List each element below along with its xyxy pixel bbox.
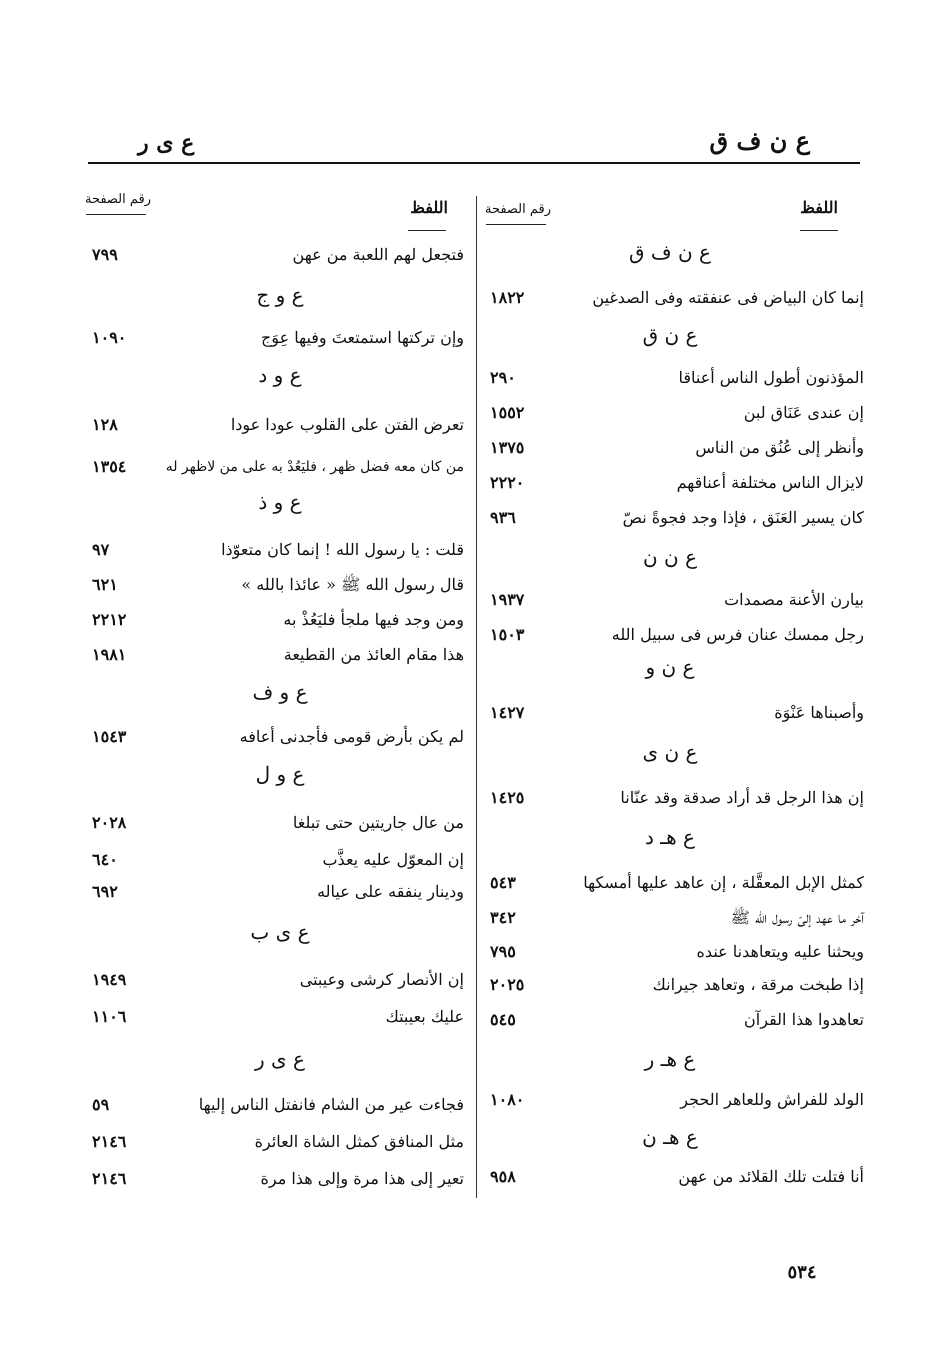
root-heading: ع هـ د	[645, 825, 695, 849]
root-heading: ع ن ق	[642, 323, 698, 347]
entry-page-number: ٥٤٣	[490, 873, 516, 892]
entry-phrase: مثل المنافق كمثل الشاة العائرة	[254, 1132, 464, 1151]
entry-page-number: ٢١٤٦	[92, 1132, 127, 1151]
index-entry	[86, 965, 464, 995]
index-entry	[86, 452, 464, 482]
entry-phrase: هذا مقام العائذ من القطيعة	[283, 645, 464, 664]
entry-phrase: ومن وجد فيها ملجأ فليَعُذْ به	[283, 610, 464, 629]
root-heading: ع ى ر	[255, 1047, 305, 1071]
entry-phrase: فتجعل لهم اللعبة من عهن	[292, 245, 464, 264]
entry-page-number: ١٩٤٩	[92, 970, 127, 989]
entry-phrase: لم يكن بأرض قومى فأجدنى أعافه	[239, 727, 464, 746]
index-entry	[486, 363, 864, 393]
root-heading: ع ى ب	[250, 920, 310, 944]
entry-page-number: ٩٧	[92, 540, 110, 559]
entry-phrase: إنما كان البياض فى عنفقته وفى الصدغين	[592, 288, 864, 307]
index-entry	[86, 1090, 464, 1120]
entry-phrase: قال رسول الله ﷺ « عائذا بالله »	[241, 575, 464, 594]
entry-page-number: ٧٩٩	[92, 245, 118, 264]
index-entry	[486, 585, 864, 615]
entry-phrase: من عال جاريتين حتى تبلغا	[292, 813, 464, 832]
entry-page-number: ٢٩٠	[490, 368, 516, 387]
entry-phrase: المؤذنون أطول الناس أعناقا	[678, 368, 864, 387]
index-entry	[86, 605, 464, 635]
right-word-header: اللفظ	[800, 198, 838, 217]
entry-page-number: ٩٥٨	[490, 1167, 516, 1186]
root-heading: ع و ج	[256, 283, 304, 307]
root-heading: ع و ل	[255, 762, 305, 786]
entry-phrase: كان يسير العَنَق ، فإذا وجد فجوةً نصّ	[622, 508, 864, 527]
root-heading: ع و ف	[252, 680, 308, 704]
index-entry	[86, 808, 464, 838]
entry-phrase: وأصبناها عَنْوَة	[774, 703, 864, 722]
column-divider	[476, 196, 477, 1198]
index-entry	[86, 570, 464, 600]
left-word-header: اللفظ	[410, 198, 448, 217]
entry-phrase: إن الأنصار كرشى وعيبتى	[299, 970, 464, 989]
entry-phrase: رجل ممسك عنان فرس فى سبيل الله	[611, 625, 864, 644]
entry-phrase: وإن تركتها استمتعتَ وفيها عِوَج	[260, 328, 464, 347]
entry-page-number: ٢١٤٦	[92, 1169, 127, 1188]
index-entry	[86, 877, 464, 907]
entry-page-number: ٩٣٦	[490, 508, 516, 527]
index-entry	[86, 410, 464, 440]
entry-phrase: قلت : يا رسول الله ! إنما كان متعوّذا	[221, 540, 464, 559]
entry-phrase: إذا طبخت مرقة ، وتعاهد جيرانك	[652, 975, 864, 994]
index-entry	[486, 903, 864, 933]
header-rule	[88, 162, 860, 164]
entry-phrase: إن هذا الرجل قد أراد صدقة وقد عنّانا	[620, 788, 864, 807]
index-entry	[486, 1162, 864, 1192]
index-entry	[486, 1005, 864, 1035]
entry-page-number: ٢٢١٢	[92, 610, 127, 629]
entry-phrase: تعرض الفتن على القلوب عودا عودا	[230, 415, 464, 434]
entry-page-number: ٧٩٥	[490, 942, 516, 961]
right-page-header: رقم الصفحة	[484, 202, 552, 217]
entry-phrase: إن المعوّل عليه يعذَّب	[322, 850, 464, 869]
index-entry	[86, 640, 464, 670]
entry-page-number: ١٩٣٧	[490, 590, 525, 609]
entry-phrase: كمثل الإبل المعقَّلة ، إن عاهد عليها أمسكها	[583, 873, 864, 892]
index-entry	[86, 240, 464, 270]
index-entry	[486, 398, 864, 428]
left-page-header: رقم الصفحة	[84, 192, 152, 207]
entry-page-number: ١٥٠٣	[490, 625, 525, 644]
index-entry	[486, 970, 864, 1000]
entry-page-number: ١٤٢٧	[490, 703, 525, 722]
index-entry	[486, 620, 864, 650]
entry-phrase: فجاءت عير من الشام فانفتل الناس إليها	[198, 1095, 464, 1114]
index-entry	[486, 698, 864, 728]
entry-phrase: آخر ما عهد إلىّ رسول الله ﷺ	[730, 908, 864, 927]
entry-page-number: ٦٢١	[92, 575, 118, 594]
index-entry	[86, 535, 464, 565]
entry-phrase: عليك بعيبتك	[385, 1007, 464, 1026]
index-entry	[86, 323, 464, 353]
root-heading: ع هـ ر	[644, 1047, 696, 1071]
right-word-header-underline	[800, 230, 838, 231]
root-heading: ع ن ن	[642, 545, 698, 569]
entry-page-number: ٦٤٠	[92, 850, 118, 869]
index-entry	[486, 868, 864, 898]
entry-phrase: من كان معه فضل ظهر ، فليَعُدْ به على من لاظهر له	[165, 459, 464, 475]
index-entry	[86, 1164, 464, 1194]
entry-page-number: ٢٠٢٨	[92, 813, 127, 832]
index-entry	[486, 783, 864, 813]
entry-page-number: ٥٩	[92, 1095, 110, 1114]
entry-page-number: ١٠٩٠	[92, 328, 127, 347]
root-heading: ع هـ ن	[642, 1125, 698, 1149]
index-entry	[486, 503, 864, 533]
left-word-header-underline	[408, 230, 446, 231]
entry-page-number: ٢٠٢٥	[490, 975, 525, 994]
index-entry	[486, 283, 864, 313]
entry-phrase: بيارن الأعنة مصمدات	[724, 590, 864, 609]
index-entry	[86, 1002, 464, 1032]
root-heading: ع ن ف ق	[629, 240, 711, 264]
entry-page-number: ٥٤٥	[490, 1010, 516, 1029]
index-entry	[486, 468, 864, 498]
entry-page-number: ٣٤٢	[490, 908, 516, 927]
index-entry	[486, 1085, 864, 1115]
page-number: ٥٣٤	[787, 1262, 817, 1283]
index-entry	[486, 433, 864, 463]
entry-page-number: ١٥٤٣	[92, 727, 127, 746]
root-heading: ع و د	[258, 363, 302, 387]
left-page-header-underline	[86, 214, 146, 215]
entry-phrase: لايزال الناس مختلفة أعناقهم	[676, 473, 864, 492]
index-entry	[86, 1127, 464, 1157]
root-heading: ع و ذ	[258, 490, 302, 514]
entry-page-number: ١٩٨١	[92, 645, 127, 664]
entry-page-number: ١١٠٦	[92, 1007, 127, 1026]
entry-page-number: ١٢٨	[92, 415, 118, 434]
header-right-root: ع ن ف ق	[709, 126, 810, 155]
entry-phrase: تعير إلى هذا مرة وإلى هذا مرة	[260, 1169, 464, 1188]
entry-phrase: ودينار ينفقه على عياله	[317, 882, 464, 901]
entry-page-number: ٢٢٢٠	[490, 473, 525, 492]
entry-phrase: الولد للفراش وللعاهر الحجر	[680, 1090, 864, 1109]
entry-page-number: ١٨٢٢	[490, 288, 525, 307]
index-entry	[486, 937, 864, 967]
root-heading: ع ن و	[645, 655, 695, 679]
entry-phrase: إن عندى عَنَاق لبن	[743, 403, 864, 422]
entry-page-number: ١٣٥٤	[92, 457, 127, 476]
root-heading: ع ن ى	[642, 740, 698, 764]
entry-phrase: تعاهدوا هذا القرآن	[744, 1010, 864, 1029]
entry-page-number: ١٤٢٥	[490, 788, 525, 807]
entry-phrase: ويحثنا عليه ويتعاهدنا عنده	[696, 942, 864, 961]
entry-phrase: وأنظر إلى عُنُق من الناس	[695, 438, 864, 457]
entry-page-number: ١٣٧٥	[490, 438, 525, 457]
entry-page-number: ١٠٨٠	[490, 1090, 525, 1109]
entry-page-number: ٦٩٢	[92, 882, 118, 901]
right-page-header-underline	[486, 224, 546, 225]
entry-phrase: أنا فتلت تلك القلائد من عهن	[678, 1167, 864, 1186]
header-left-root: ع ى ر	[138, 130, 195, 156]
index-entry	[86, 845, 464, 875]
index-entry	[86, 722, 464, 752]
entry-page-number: ١٥٥٢	[490, 403, 525, 422]
